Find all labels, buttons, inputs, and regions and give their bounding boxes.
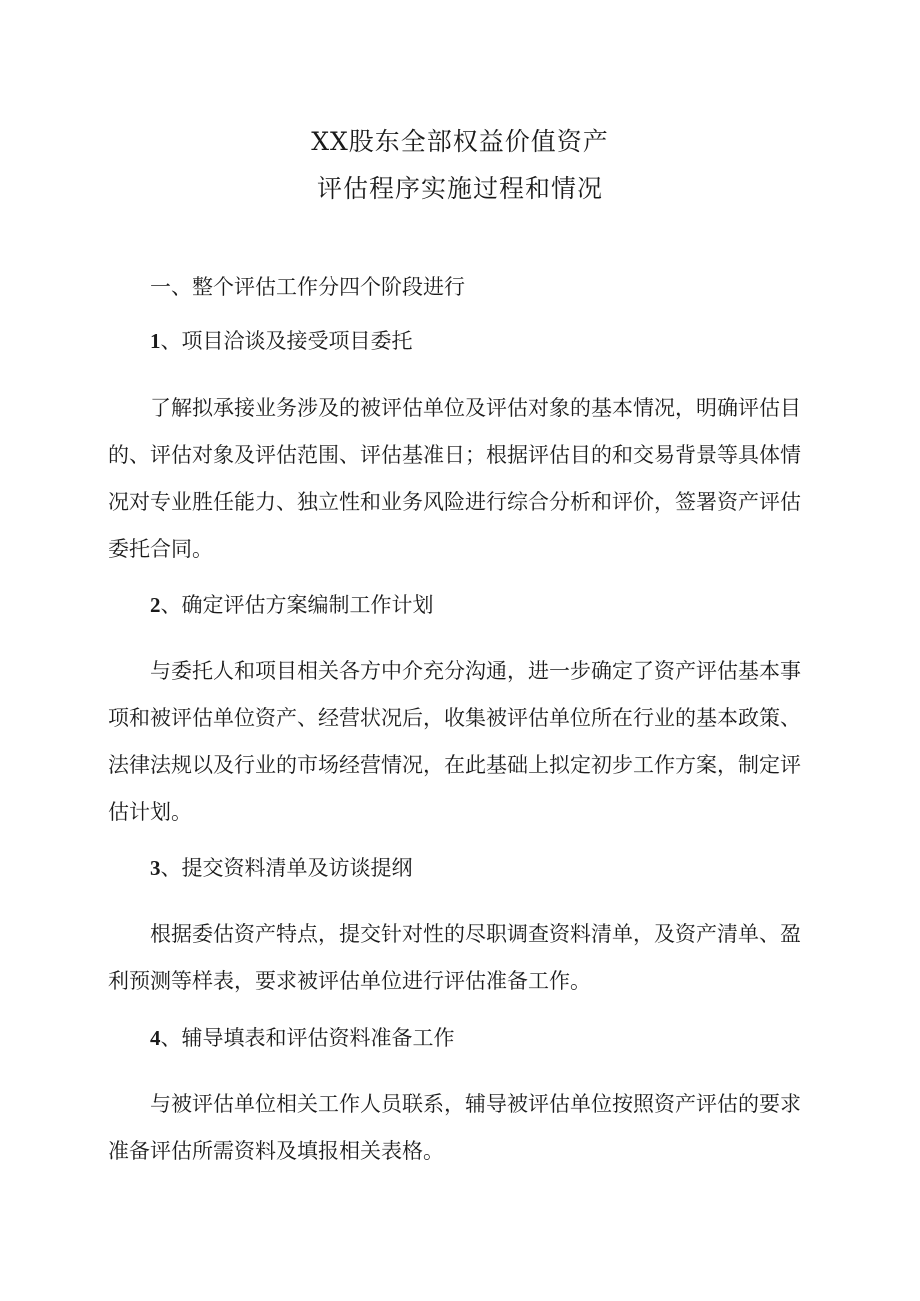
paragraph-line: 与被评估单位相关工作人员联系，辅导被评估单位按照资产评估的要求 [150, 1092, 801, 1116]
paragraph-line: 的、评估对象及评估范围、评估基准日；根据评估目的和交易背景等具体情 [108, 443, 801, 467]
step-1-heading [108, 326, 862, 356]
paragraph-line: 根据委估资产特点，提交针对性的尽职调查资料清单，及资产清单、盈 [150, 922, 801, 946]
paragraph-line: 了解拟承接业务涉及的被评估单位及评估对象的基本情况，明确评估目 [150, 396, 801, 420]
step-1-paragraph [108, 385, 820, 573]
step-1-label: 、项目洽谈及接受项目委托 [160, 329, 413, 353]
step-1-number: 1 [150, 329, 161, 353]
paragraph-line: 法律法规以及行业的市场经营情况，在此基础上拟定初步工作方案，制定评 [108, 753, 801, 777]
step-3-paragraph [108, 911, 820, 1005]
paragraph-line: 利预测等样表，要求被评估单位进行评估准备工作。 [108, 969, 591, 993]
step-2-paragraph [108, 648, 820, 836]
document-title-line-1: XX股东全部权益价值资产 [311, 127, 609, 156]
step-3-number: 3 [150, 856, 161, 880]
paragraph-line: 准备评估所需资料及填报相关表格。 [108, 1139, 444, 1163]
step-4-paragraph [108, 1081, 820, 1175]
paragraph-line: 项和被评估单位资产、经营状况后，收集被评估单位所在行业的基本政策、 [108, 706, 801, 730]
step-2-label: 、确定评估方案编制工作计划 [160, 593, 434, 617]
paragraph-line: 与委托人和项目相关各方中介充分沟通，进一步确定了资产评估基本事 [150, 659, 801, 683]
step-4-heading [108, 1023, 862, 1053]
paragraph-line: 况对专业胜任能力、独立性和业务风险进行综合分析和评价，签署资产评估 [108, 490, 801, 514]
paragraph-line: 估计划。 [108, 800, 192, 824]
paragraph-line: 委托合同。 [108, 537, 213, 561]
step-2-heading [108, 590, 862, 620]
document-title-line-2: 评估程序实施过程和情况 [316, 174, 603, 203]
step-2-number: 2 [150, 593, 161, 617]
step-3-heading [108, 853, 862, 883]
step-3-label: 、提交资料清单及访谈提纲 [160, 856, 413, 880]
section-heading: 一、整个评估工作分四个阶段进行 [150, 275, 465, 299]
step-4-label: 、辅导填表和评估资料准备工作 [160, 1026, 455, 1050]
step-4-number: 4 [150, 1026, 161, 1050]
